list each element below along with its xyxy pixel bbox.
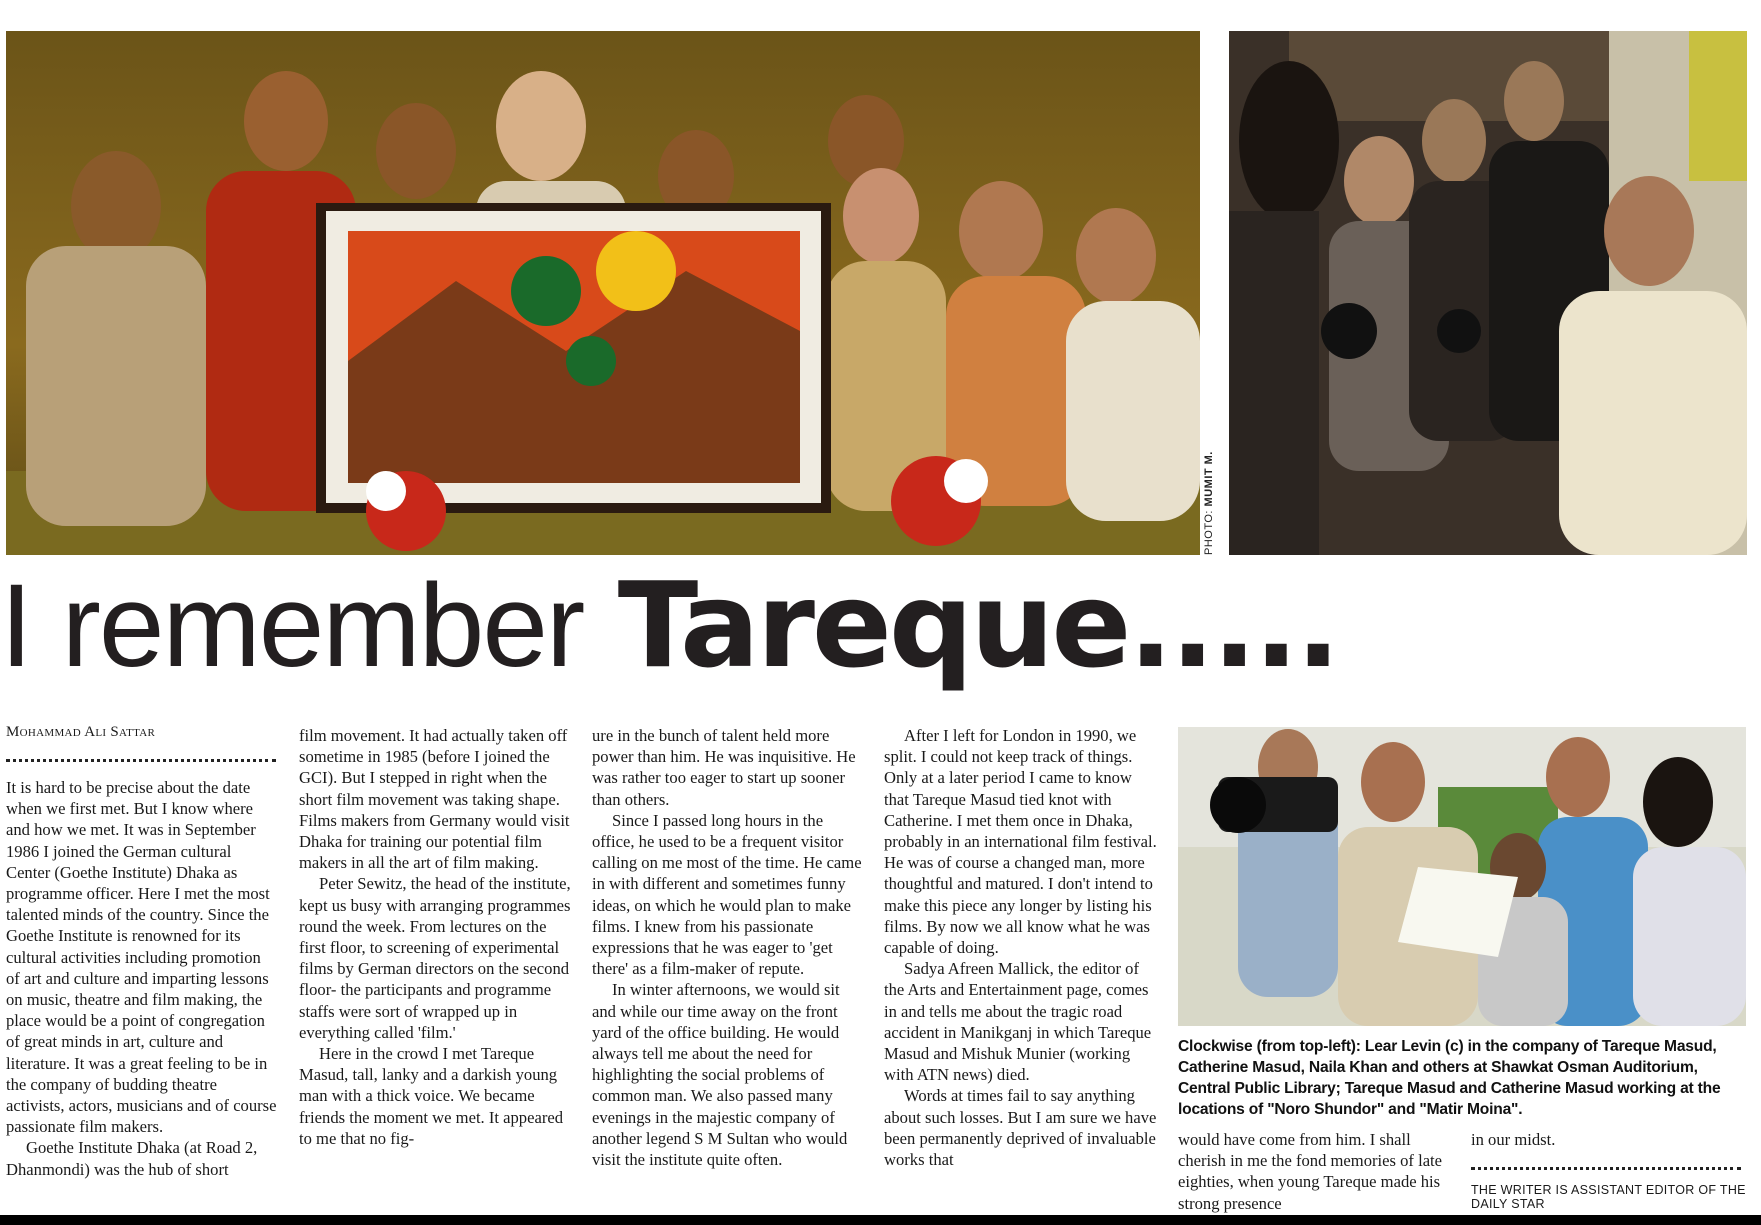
paragraph: Words at times fail to say anything about such losses. But I am sure we have been permanently deprived of invaluable works that bbox=[884, 1086, 1157, 1170]
photo-credit-prefix: PHOTO: bbox=[1203, 510, 1215, 555]
paragraph: film movement. It had actually taken off sometime in 1985 (before I joined the GCI). But I stepped in right when the short film movement was taking shape. Films makers from Germany would visit Dhaka for training our potential film makers in all the art of film making. bbox=[299, 726, 570, 873]
article-column-5a bbox=[1178, 1129, 1456, 1214]
writer-divider bbox=[1471, 1167, 1741, 1170]
article-column-2 bbox=[299, 725, 574, 1149]
photo-group-with-painting bbox=[6, 31, 1200, 555]
headline-light: I remember bbox=[0, 560, 584, 692]
byline-divider bbox=[6, 759, 276, 762]
paragraph: Peter Sewitz, the head of the institute, kept us busy with arranging programmes round the week. From lectures on the first floor, to screening of experimental films by German directors on the second floor- the participants and programme staffs were sort of wrapped up in everything called 'film.' bbox=[299, 874, 571, 1042]
headline-bold: Tareque..... bbox=[617, 556, 1338, 694]
paragraph: Since I passed long hours in the office, he used to be a frequent visitor calling on me most of the time. He came in with different and sometimes funny ideas, on which he would plan to make films. I knew from his passionate expressions that he was eager to 'get there' as a film-maker of repute. bbox=[592, 810, 862, 979]
photo-credit bbox=[1203, 451, 1215, 555]
photo-credit-name: MUMIT M. bbox=[1203, 451, 1215, 507]
paragraph: would have come from him. I shall cherish in me the fond memories of late eighties, when young Tareque made his strong presence bbox=[1178, 1130, 1443, 1213]
photo-film-shoot-outdoor bbox=[1178, 727, 1746, 1026]
article-column-3 bbox=[592, 725, 867, 1170]
article-column-4 bbox=[884, 725, 1160, 1170]
writer-note: THE WRITER IS ASSISTANT EDITOR OF THE DAILY STAR bbox=[1471, 1183, 1746, 1211]
byline: Mohammad Ali Sattar bbox=[6, 724, 156, 740]
photo-caption: Clockwise (from top-left): Lear Levin (c) in the company of Tareque Masud, Catherine Masud, Naila Khan and others at Shawkat Osman Auditorium, Central Public Library; Tareque Masud and Catherine Masud working at the locations of "Noro Shundor" and "Matir Moina". bbox=[1178, 1038, 1721, 1118]
paragraph: In winter afternoons, we would sit and while our time away on the front yard of the office building. He would always tell me about the need for highlighting the social problems of common man. We also passed many evenings in the majestic company of another legend S M Sultan who would visit the institute quite often. bbox=[592, 980, 848, 1170]
paragraph: Sadya Afreen Mallick, the editor of the Arts and Entertainment page, comes in and tells me about the tragic road accident in Manikganj in which Tareque Masud and Mishuk Munier (working with ATN news) died. bbox=[884, 959, 1152, 1085]
paragraph: Here in the crowd I met Tareque Masud, tall, lanky and a darkish young man with a thick voice. We became friends the moment we met. It appeared to me that no fig- bbox=[299, 1044, 564, 1148]
paragraph: After I left for London in 1990, we split. I could not keep track of things. Only at a later period I came to know that Tareque Masud tied knot with Catherine. I met them once in Dhaka, probably in an international film festival. He was of course a changed man, more thoughtful and matured. I don't intend to make this piece any longer by listing his films. By now we all know what he was capable of doing. bbox=[884, 726, 1157, 958]
article-column-1 bbox=[6, 777, 278, 1180]
paragraph: It is hard to be precise about the date when we first met. But I know where and how we met. It was in September 1986 I joined the German cultural Center (Goethe Institute) Dhaka as programme officer. Here I met the most talented minds of the country. Since the Goethe Institute is renowned for its cultural activities including promotion of art and culture and imparting lessons on music, theatre and film making, the place would be a point of congregation of great minds in art, culture and literature. It was a great feeling to be in the company of budding theatre activists, actors, musicians and of course passionate film makers. bbox=[6, 778, 277, 1137]
article-column-5b bbox=[1471, 1129, 1749, 1150]
paragraph: Goethe Institute Dhaka (at Road 2, Dhanmondi) was the hub of short bbox=[6, 1138, 258, 1179]
photo-film-shoot-indoor bbox=[1229, 31, 1747, 555]
bottom-border bbox=[0, 1215, 1761, 1225]
paragraph: in our midst. bbox=[1471, 1130, 1556, 1149]
paragraph: ure in the bunch of talent held more power than him. He was inquisitive. He was rather too eager to start up sooner than others. bbox=[592, 726, 856, 809]
headline bbox=[0, 556, 1338, 694]
